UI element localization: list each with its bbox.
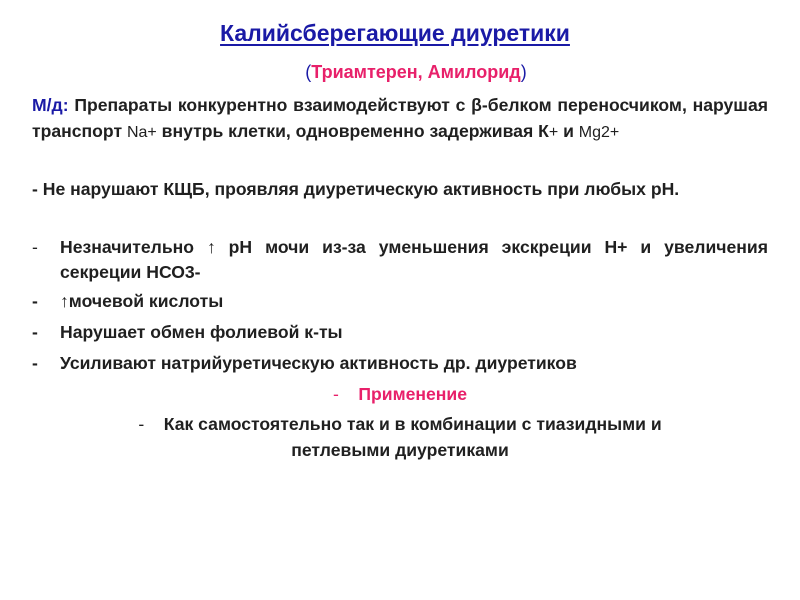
mechanism-text-3: и: [558, 121, 579, 141]
acid-base-paragraph: - Не нарушают КЩБ, проявляя диуретическую активность при любых pH.: [32, 179, 680, 199]
mechanism-label: М/д:: [32, 95, 69, 115]
list-item-text: Усиливают натрийуретическую активность др. диуретиков: [60, 353, 577, 373]
list-dash: -: [32, 353, 38, 373]
list-dash: -: [32, 237, 38, 257]
list-item-text: Незначительно ↑ рН мочи из-за уменьшения экскреции Н+ и увеличения секреции НСО3-: [60, 237, 768, 282]
list-item: [32, 320, 768, 345]
usage-dash: -: [138, 414, 145, 434]
slide-title: Калийсберегающие диуретики: [220, 20, 570, 46]
application-dash: -: [332, 384, 339, 404]
open-paren: (: [305, 62, 312, 82]
list-item-text: ↑мочевой кислоты: [60, 291, 224, 311]
drug-names: Триамтерен, Амилорид: [311, 62, 521, 82]
potassium-charge: +: [548, 124, 559, 141]
mechanism-paragraph: [32, 92, 768, 146]
drug-examples: [0, 62, 800, 83]
list-item: [32, 235, 768, 285]
application-label: Применение: [358, 384, 468, 404]
usage-line-1: [0, 411, 800, 437]
close-paren: ): [520, 62, 527, 82]
list-dash: -: [32, 291, 38, 311]
list-item: [32, 351, 768, 376]
mechanism-text-2: внутрь клетки, одновременно задерживая К: [156, 121, 549, 141]
sodium-ion: Na+: [126, 124, 157, 141]
list-item-text: Нарушает обмен фолиевой к-ты: [60, 322, 343, 342]
magnesium-ion: Mg2+: [578, 124, 620, 141]
usage-text-1: Как самостоятельно так и в комбинации с тиазидными и: [163, 414, 662, 434]
application-heading: [0, 381, 800, 407]
list-dash: -: [32, 322, 38, 342]
mechanism-text-1: Препараты конкурентно взаимодействуют с β-белком переносчиком, нарушая транспорт: [32, 95, 769, 141]
usage-line-2: петлевыми диуретиками: [291, 440, 509, 460]
list-item: [32, 289, 768, 314]
